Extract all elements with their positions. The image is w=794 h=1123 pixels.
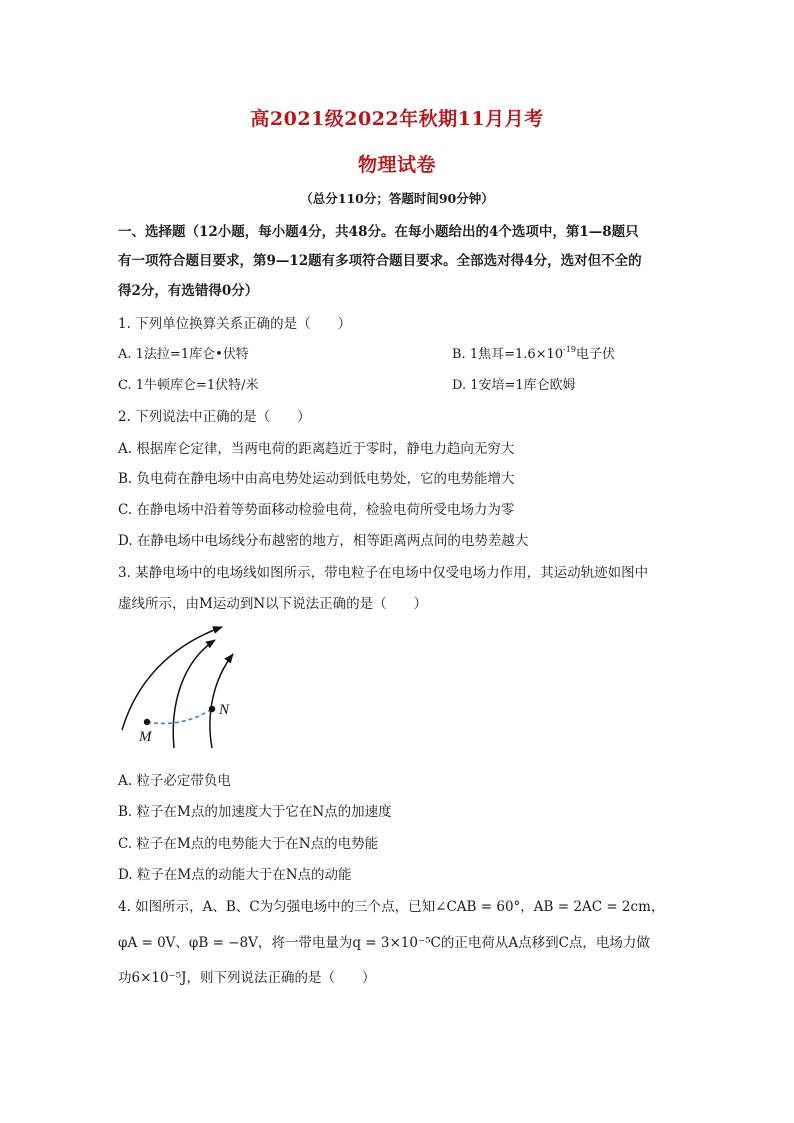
q4-line-1: 4. 如图所示，A、B、C为匀强电场中的三个点，已知∠CAB = 60°，AB = 2AC = 2cm， (118, 899, 665, 915)
q1-option-d: D. 1安培=1库仑欧姆 (452, 378, 576, 393)
q1-option-a: A. 1法拉=1库仑•伏特 (118, 347, 249, 362)
section-intro-3: 得2分，有选错得0分） (118, 283, 259, 299)
q1-option-b-unit: 电子伏 (575, 347, 615, 362)
q2-option-a: A. 根据库仑定律，当两电荷的距离趋近于零时，静电力趋向无穷大 (118, 441, 515, 457)
q4-line-3: 功6×10⁻⁵J，则下列说法正确的是（ ） (118, 970, 376, 986)
q3-stem-2: 虚线所示，由M运动到N以下说法正确的是（ ） (118, 596, 428, 612)
q3-option-b: B. 粒子在M点的加速度大于它在N点的加速度 (118, 804, 392, 820)
q3-stem-1: 3. 某静电场中的电场线如图所示，带电粒子在电场中仅受电场力作用，其运动轨迹如图中 (118, 565, 649, 581)
point-m-label: M (139, 729, 152, 745)
q1-option-c: C. 1牛顿库仑=1伏特/米 (118, 378, 259, 393)
q1-option-b-base: B. 1焦耳=1.6×10 (452, 347, 564, 362)
q2-option-c: C. 在静电场中沿着等势面移动检验电荷，检验电荷所受电场力为零 (118, 502, 515, 518)
section-intro-1: 一、选择题（12小题，每小题4分，共48分。在每小题给出的4个选项中，第1—8题只 (118, 224, 639, 240)
particle-trajectory (147, 709, 212, 723)
section-intro-2: 有一项符合题目要求，第9—12题有多项符合题目要求。全部选对得4分，选对但不全的 (118, 253, 642, 269)
exam-note: （总分110分；答题时间90分钟） (300, 191, 494, 206)
point-n-dot (209, 706, 215, 712)
q1-stem: 1. 下列单位换算关系正确的是（ ） (118, 316, 352, 332)
q1-option-b (452, 343, 615, 362)
q2-stem: 2. 下列说法中正确的是（ ） (118, 409, 311, 425)
field-line-outer (122, 627, 222, 730)
field-line-middle (173, 640, 215, 748)
point-n-label: N (219, 702, 230, 718)
q1-option-b-exponent: -19 (563, 345, 576, 354)
exam-title: 高2021级2022年秋期11月月考 (250, 108, 544, 130)
field-line-inner (210, 654, 233, 748)
q3-option-a: A. 粒子必定带负电 (118, 773, 231, 789)
point-m-dot (144, 719, 150, 725)
q3-option-c: C. 粒子在M点的电势能大于在N点的电势能 (118, 836, 379, 852)
q3-option-d: D. 粒子在M点的动能大于在N点的动能 (118, 867, 352, 883)
subject-title: 物理试卷 (357, 154, 436, 176)
q2-option-b: B. 负电荷在静电场中由高电势处运动到低电势处，它的电势能增大 (118, 471, 515, 487)
q2-option-d: D. 在静电场中电场线分布越密的地方，相等距离两点间的电势差越大 (118, 533, 529, 549)
q4-line-2: φA = 0V、φB = −8V，将一带电量为q = 3×10⁻⁵C的正电荷从A点移到C点，电场力做 (118, 935, 650, 951)
q3-field-line-figure (112, 620, 252, 750)
